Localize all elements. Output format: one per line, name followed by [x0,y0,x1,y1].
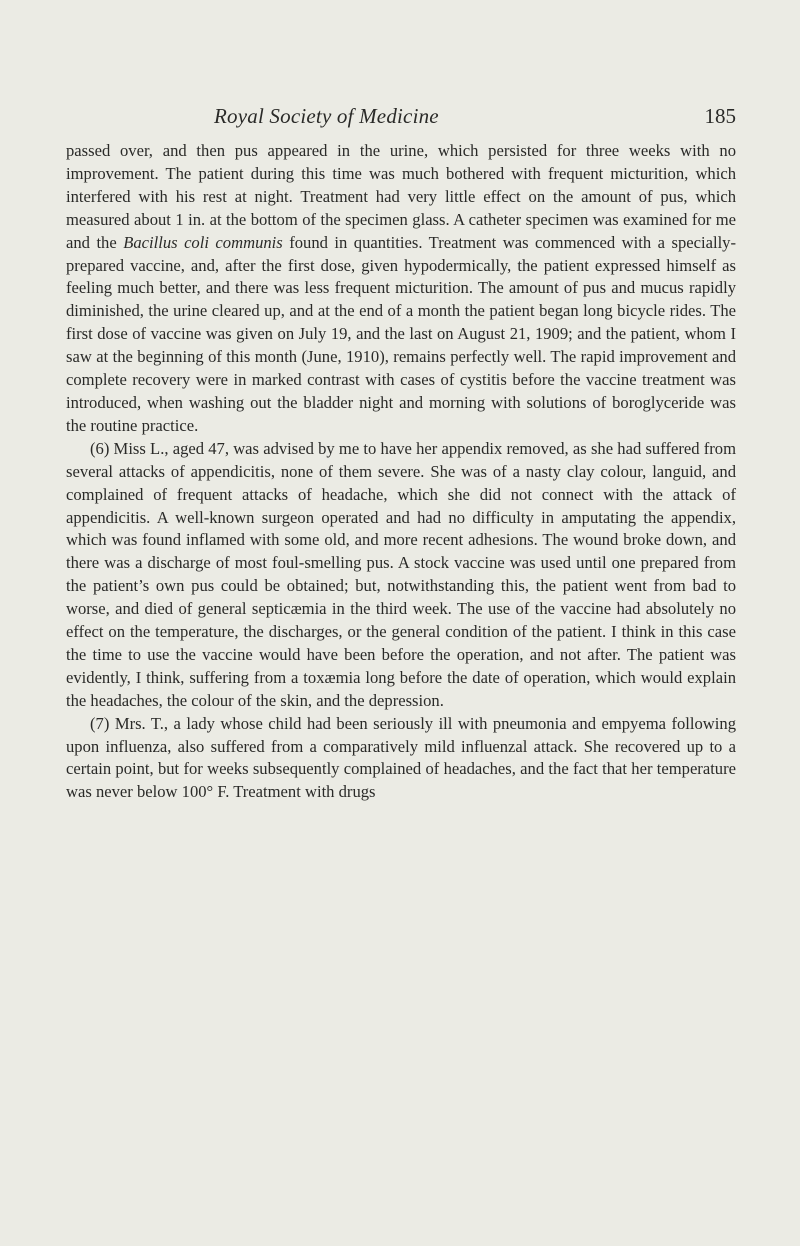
paragraph [66,438,736,713]
running-head [66,104,736,134]
text-run: passed over, and then pus appeared in the urine, which persisted for three weeks with no improvement. The patient during this time was much bothered with frequent micturition, which interfered with his rest at night. Treatment had very little effect on the amount of pus, which measured about 1 in. at the bottom of the specimen glass. A catheter specimen was examined for me and the [66,141,736,252]
body-text [66,140,736,804]
italic-text: Bacillus coli communis [123,232,283,252]
paragraph [66,713,736,805]
page-number: 185 [704,104,736,128]
text-run: found in quantities. Treatment was commenced with a specially-prepared vaccine, and, after the first dose, given hypodermically, the patient expressed himself as feeling much better, and there was less frequent micturition. The amount of pus and mucus rapidly diminished, the urine cleared up, and at the end of a month the patient began long bicycle rides. The first dose of vaccine was given on July 19, and the last on August 21, 1909; and the patient, whom I saw at the beginning of this month (June, 1910), remains perfectly well. The rapid improvement and complete recovery were in marked contrast with cases of cystitis before the vaccine treatment was introduced, when washing out the bladder night and morning with solutions of boroglyceride was the routine practice. [66,232,737,435]
text-run: (7) Mrs. T., a lady whose child had been seriously ill with pneumonia and empyema following upon influenza, also suffered from a comparatively mild influenzal attack. She recovered up to a certain point, but for weeks subsequently complained of headaches, and the fact that her temperature was never below 100° F. Treatment with drugs [66,713,736,802]
paragraph [66,140,736,438]
document-page [66,104,736,804]
running-title: Royal Society of Medicine [214,104,439,128]
text-run: (6) Miss L., aged 47, was advised by me to have her appendix removed, as she had suffered from several attacks of appendicitis, none of them severe. She was of a nasty clay colour, languid, and complained of frequent attacks of headache, which she did not connect with the attack of appendicitis. A well-known surgeon operated and had no difficulty in amputating the appendix, which was found inflamed with some old, and more recent adhesions. The wound broke down, and there was a discharge of most foul-smelling pus. A stock vaccine was used until one prepared from the patient’s own pus could be obtained; but, notwithstanding this, the patient went from bad to worse, and died of general septicæmia in the third week. The use of the vaccine had absolutely no effect on the temperature, the discharges, or the general condition of the patient. I think in this case the time to use the vaccine would have been before the operation, and not after. The patient was evidently, I think, suffering from a toxæmia long before the date of operation, which would explain the headaches, the colour of the skin, and the depression. [66,438,736,710]
